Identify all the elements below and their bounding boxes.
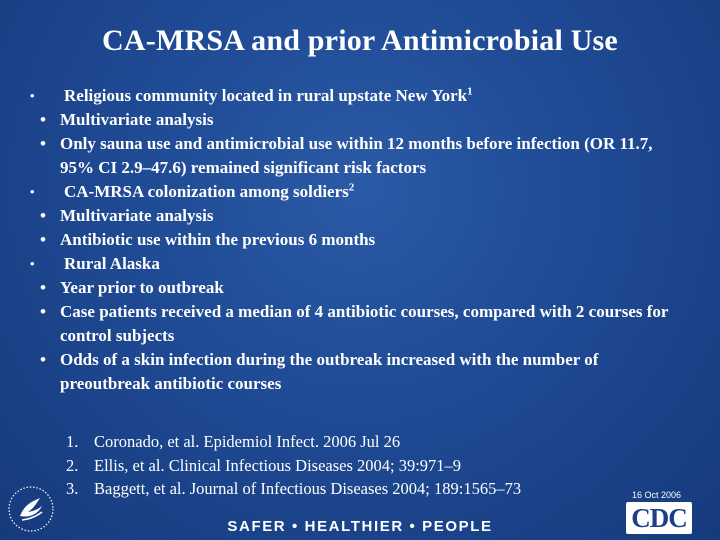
bullet-marker: • (30, 88, 35, 103)
sub-bullet-marker: • (40, 110, 46, 129)
sub-bullet-marker: • (40, 230, 46, 249)
bullet-superscript: 1 (467, 85, 473, 98)
bullet-marker: • (30, 184, 35, 199)
bullet-item-soldiers (28, 180, 688, 204)
cdc-logo-text: CDC (631, 503, 687, 533)
sub-bullet-item (28, 132, 688, 180)
sub-bullet-item (28, 348, 688, 396)
sub-bullet-text: Antibiotic use within the previous 6 months (60, 230, 376, 249)
slide-date: 16 Oct 2006 (632, 490, 682, 500)
sub-bullet-marker: • (40, 278, 46, 297)
reference-text: Coronado, et al. Epidemiol Infect. 2006 Jul 26 (94, 432, 401, 451)
sub-bullet-text: Odds of a skin infection during the outbreak increased with the number of preoutbreak antibiotic courses (60, 350, 599, 393)
reference-item (66, 454, 586, 478)
bullet-text: Rural Alaska (64, 254, 160, 273)
bullet-marker: • (30, 256, 35, 271)
reference-item (66, 430, 586, 454)
sub-bullet-item (28, 204, 688, 228)
sub-bullet-item (28, 276, 688, 300)
reference-number: 2. (66, 455, 79, 475)
bullet-item-ny (28, 84, 688, 108)
reference-item (66, 477, 586, 501)
sub-bullet-marker: • (40, 134, 46, 153)
sub-bullet-item (28, 108, 688, 132)
sub-bullet-marker: • (40, 206, 46, 225)
reference-number: 1. (66, 432, 79, 451)
sub-bullet-item (28, 228, 688, 252)
sub-bullet-text: Case patients received a median of 4 antibiotic courses, compared with 2 courses for control subjects (60, 302, 669, 345)
bullet-list (28, 84, 688, 396)
bullet-text: CA-MRSA colonization among soldiers (64, 182, 349, 201)
footer-tagline: SAFER • HEALTHIER • PEOPLE (227, 518, 493, 535)
sub-bullet-text: Year prior to outbreak (60, 278, 224, 297)
sub-bullet-item (28, 300, 688, 348)
sub-bullet-marker: • (40, 302, 46, 321)
reference-number: 3. (66, 479, 79, 498)
bullet-item-alaska (28, 252, 688, 276)
sub-bullet-marker: • (40, 350, 46, 369)
bullet-text: Religious community located in rural upstate New York (64, 86, 468, 105)
reference-text: Baggett, et al. Journal of Infectious Diseases 2004; 189:1565–73 (94, 479, 522, 498)
reference-text: Ellis, et al. Clinical Infectious Diseases 2004; 39:971–9 (94, 455, 462, 475)
sub-bullet-text: Multivariate analysis (60, 206, 214, 225)
sub-bullet-text: Only sauna use and antimicrobial use within 12 months before infection (OR 11.7, 95% CI 2.9–47.6) remained significant risk factors (60, 134, 653, 177)
slide-title: CA-MRSA and prior Antimicrobial Use (102, 24, 618, 57)
sub-bullet-text: Multivariate analysis (60, 110, 214, 129)
bullet-superscript: 2 (348, 181, 355, 194)
references-list (66, 430, 586, 501)
